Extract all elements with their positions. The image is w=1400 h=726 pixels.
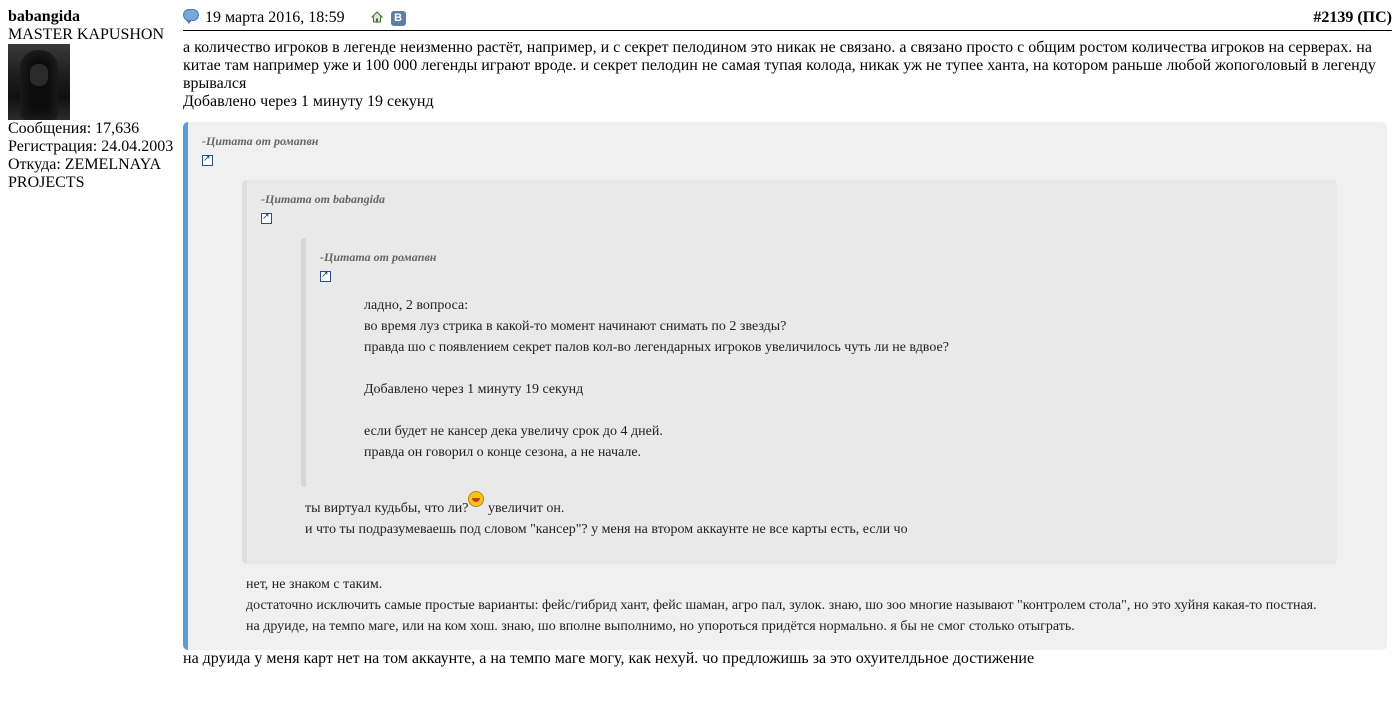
quote-line: правда он говорил о конце сезона, а не начале. [364, 445, 642, 460]
added-note: Добавлено через 1 минуту 19 секунд [183, 93, 434, 110]
post-number[interactable] [1313, 8, 1392, 28]
author-name[interactable]: babangida [8, 8, 81, 25]
author-posts-count: Сообщения: 17,636 [8, 120, 140, 137]
quote-middle-text [305, 496, 908, 540]
post-body [183, 39, 1392, 668]
quote-line [364, 358, 949, 379]
post [183, 8, 1392, 668]
post-number-link[interactable]: #2139 [1313, 9, 1354, 26]
quote-inner [301, 238, 1313, 487]
quote-line-part: ты виртуал кудьбы, что ли? [305, 501, 469, 516]
author-registration: Регистрация: 24.04.2003 [8, 138, 174, 155]
quote-link-icon[interactable] [320, 271, 331, 282]
quote-inner-text [364, 295, 949, 463]
quote-author-label: -Цитата от ромапвн [202, 134, 319, 148]
quote-link-icon[interactable] [202, 155, 213, 166]
quote-line: Добавлено через 1 минуту 19 секунд [364, 382, 584, 397]
quote-middle [242, 180, 1337, 564]
post-date: 19 марта 2016, 18:59 [205, 9, 345, 26]
quote-line: на друиде, на темпо маге, или на ком хош. знаю, шо вполне выполнимо, но упороться придётся нормально. я бы не смог столько отыграть. [246, 619, 1075, 634]
quote-author-label: -Цитата от babangida [261, 192, 386, 206]
quote-outer [183, 122, 1387, 650]
quote-line: достаточно исключить самые простые варианты: фейс/гибрид хант, фейс шаман, агро пал, зулок. знаю, шо зоо многие называют "контролем стола", но это хуйня какая-то постная. [246, 598, 1317, 613]
quote-line: во время луз стрика в какой-то момент начинают снимать по 2 звезды? [364, 319, 787, 334]
quote-line-part: увеличит он. [484, 501, 565, 516]
post-intro: а количество игроков в легенде неизменно растёт, например, и с секрет пелодином это никак не связано. а связано просто с общим ростом количества игроков на серверах. на китае там например уже и 100 000 легенды играют вроде. и секрет пелодин не самая тупая колода, никак уж не тупее ханта, на котором раньше любой жопоголовый в легенду врывался [183, 39, 1376, 92]
quote-line: ладно, 2 вопроса: [364, 298, 469, 313]
quote-line [305, 496, 908, 519]
post-closing: на друида у меня карт нет на том аккаунте, а на темпо маге могу, как нехуй. чо предложишь за это охуителдьное достижение [183, 650, 1035, 667]
quote-line: нет, не знаком с таким. [246, 577, 383, 592]
quote-link-icon[interactable] [261, 213, 272, 224]
quote-line: если будет не кансер дека увеличу срок до 4 дней. [364, 424, 663, 439]
quote-line: правда шо с появлением секрет палов кол-во легендарных игроков увеличилось чуть ли не вдвое? [364, 340, 949, 355]
quote-outer-text [246, 574, 1317, 637]
author-location: Откуда: ZEMELNAYA PROJECTS [8, 156, 161, 191]
home-icon[interactable] [371, 11, 383, 23]
quote-author-label: -Цитата от ромапвн [320, 250, 437, 264]
post-icon [183, 9, 199, 21]
tongue-smiley-icon [468, 491, 484, 507]
quote-line [364, 400, 949, 421]
avatar[interactable] [8, 44, 70, 120]
author-panel [8, 8, 178, 192]
post-header [183, 8, 1392, 31]
quote-line: и что ты подразумеваешь под словом "кансер"? у меня на втором аккаунте не все карты есть, если чо [305, 522, 908, 537]
post-number-suffix: (ПС) [1353, 9, 1392, 26]
author-title: MASTER KAPUSHON [8, 26, 165, 43]
vk-share-icon[interactable]: В [391, 11, 406, 26]
